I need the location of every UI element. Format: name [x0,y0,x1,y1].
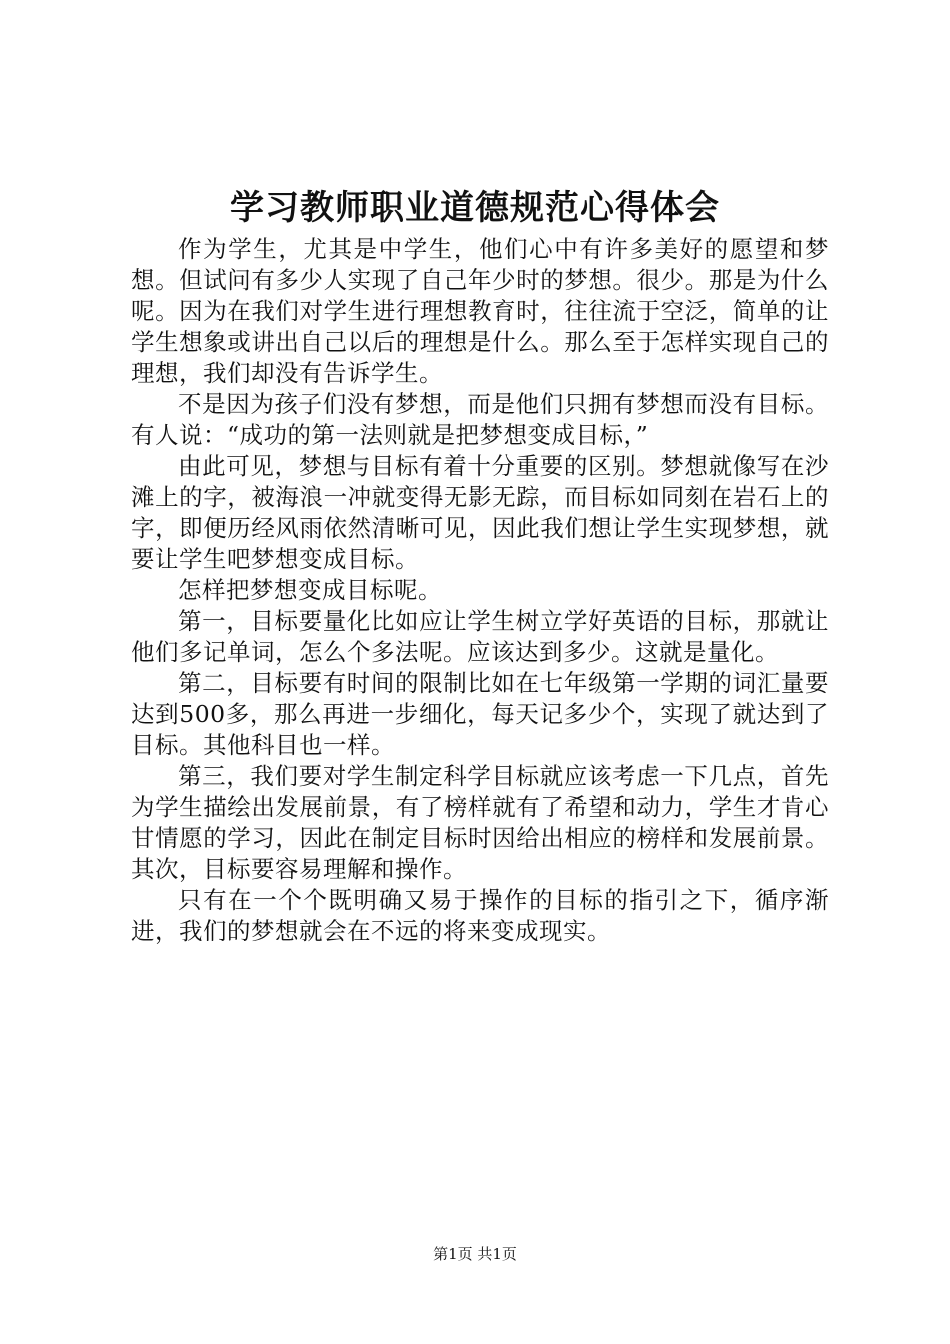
paragraph: 作为学生，尤其是中学生，他们心中有许多美好的愿望和梦想。但试问有多少人实现了自己年少时的梦想。很少。那是为什么呢。因为在我们对学生进行理想教育时，往往流于空泛，简单的让学生想象或讲出自己以后的理想是什么。那么至于怎样实现自己的理想，我们却没有告诉学生。 [131,235,829,387]
document-title: 学习教师职业道德规范心得体会 [230,188,720,228]
paragraph: 第二，目标要有时间的限制比如在七年级第一学期的词汇量要达到500多，那么再进一步细化，每天记多少个，实现了就达到了目标。其他科目也一样。 [131,669,829,759]
paragraph: 由此可见，梦想与目标有着十分重要的区别。梦想就像写在沙滩上的字，被海浪一冲就变得无影无踪，而目标如同刻在岩石上的字，即便历经风雨依然清晰可见，因此我们想让学生实现梦想，就要让学生吧梦想变成目标。 [131,452,829,573]
paragraph: 不是因为孩子们没有梦想，而是他们只拥有梦想而没有目标。有人说：“成功的第一法则就是把梦想变成目标，” [131,390,829,449]
paragraph: 第三，我们要对学生制定科学目标就应该考虑一下几点，首先为学生描绘出发展前景，有了榜样就有了希望和动力，学生才肯心甘情愿的学习，因此在制定目标时因给出相应的榜样和发展前景。其次，目标要容易理解和操作。 [131,762,829,883]
document-body [131,234,829,947]
paragraph: 怎样把梦想变成目标呢。 [178,576,442,604]
page-number: 第1页 [433,1245,473,1263]
paragraph: 只有在一个个既明确又易于操作的目标的指引之下，循序渐进，我们的梦想就会在不远的将来变成现实。 [131,886,829,945]
page-footer [0,1244,950,1264]
paragraph: 第一，目标要量化比如应让学生树立学好英语的目标，那就让他们多记单词，怎么个多法呢。应该达到多少。这就是量化。 [131,607,829,666]
page-total: 共1页 [477,1245,517,1263]
